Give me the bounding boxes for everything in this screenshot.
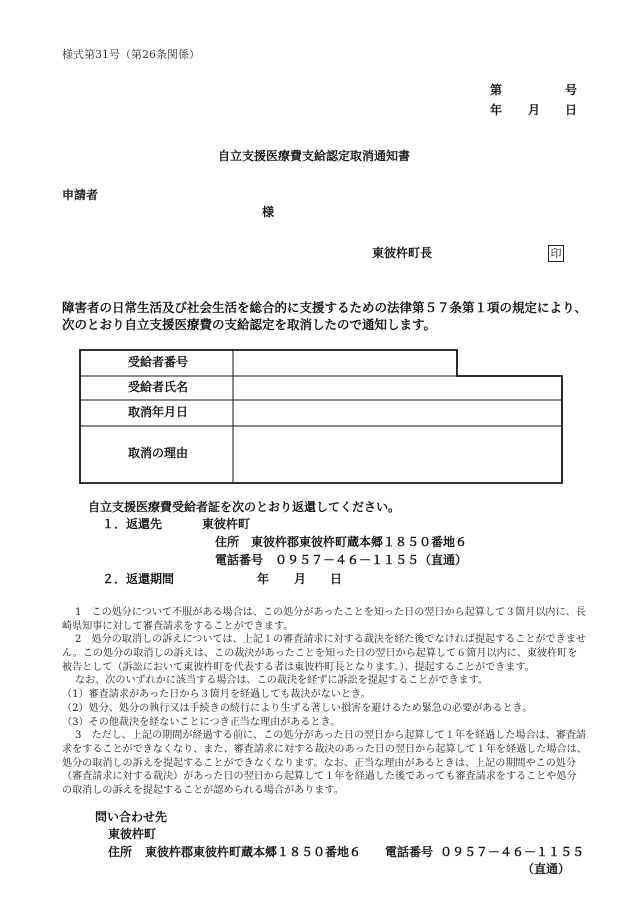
contact-address: 東彼杵郡東彼杵町蔵本郷１８５０番地６ (145, 845, 362, 859)
return-destination-phone: 電話番号 ０９５７－４６－１１５５（直通） (215, 553, 468, 567)
seal-mark: 印 (548, 245, 564, 262)
recipient-number-value (240, 351, 454, 375)
note-line: （1）審査請求があった日から３箇月を経過しても裁決がないとき。 (62, 689, 371, 701)
document-title: 自立支援医療費支給認定取消通知書 (218, 149, 411, 163)
cancellation-reason-value (240, 427, 560, 482)
return-destination-address: 住所 東彼杵郡東彼杵町蔵本郷１８５０番地６ (215, 535, 468, 549)
return-destination-label: １．返還先 (102, 517, 163, 531)
note-line: 処分の取消しの訴えを提起することができなくなります。なお、正当な理由があるときは、上記の期間やこの処分 (62, 757, 576, 769)
recipient-name-value (240, 377, 560, 399)
note-line: ん。この処分の取消しの訴えは、この裁決があったことを知った日の翌日から起算して６箇月以内に、東彼杵町を (62, 648, 578, 660)
note-line: 1 この処分について不服がある場合は、この処分があったことを知った日の翌日から起算して３箇月以内に、長 (75, 607, 586, 618)
issuer-name: 東彼杵町長 (372, 246, 433, 260)
form-id: 様式第31号（第26条関係） (62, 48, 200, 61)
return-period-month: 月 (294, 572, 307, 586)
contact-name: 東彼杵町 (108, 827, 157, 841)
note-line: 崎県知事に対して審査請求をすることができます。 (62, 620, 294, 632)
issue-date-year: 年 (490, 103, 503, 117)
contact-phone: ０９５７－４６－１１５５ (440, 845, 585, 859)
cancellation-date-value (240, 401, 560, 425)
return-notice-heading: 自立支援医療費受給者証を次のとおり返還してください。 (88, 500, 401, 514)
table-label-cancellation-date: 取消年月日 (128, 405, 189, 419)
note-line: の取消しの訴えを提起することが認められる場合があります。 (62, 784, 344, 796)
note-line: 被告として（訴訟において東彼杵町を代表する者は東彼杵町長となります。）、提起することができます。 (62, 661, 535, 673)
contact-phone-note: （直通） (522, 862, 571, 876)
document-number-prefix: 第 (490, 83, 503, 97)
note-line: 3 ただし、上記の期間が経過する前に、この処分があった日の翌日から起算して１年を経過した場合は、審査請 (75, 730, 587, 742)
table-label-cancellation-reason: 取消の理由 (128, 446, 189, 460)
return-destination-name: 東彼杵町 (202, 517, 251, 531)
note-line: 2 処分の取消しの訴えについては、上記１の審査請求に対する裁決を経た後でなければ提起することができませ (75, 634, 586, 646)
table-label-recipient-number: 受給者番号 (128, 355, 189, 369)
contact-heading: 問い合わせ先 (95, 810, 168, 824)
return-period-year: 年 (257, 572, 270, 586)
note-line: （審査請求に対する裁決）があった日の翌日から起算して１年を経過した後であっても審査請求をすることや処分 (62, 771, 577, 783)
contact-phone-label: 電話番号 (385, 845, 434, 859)
table-label-recipient-name: 受給者氏名 (128, 380, 189, 394)
note-line: （2）処分、処分の執行又は手続きの続行により生ずる著しい損害を避けるため緊急の必要があるとき。 (62, 702, 533, 714)
note-line: （3）その他裁決を経ないことにつき正当な理由があるとき。 (62, 716, 341, 728)
contact-address-label: 住所 (108, 845, 133, 859)
return-period-label: ２．返還期間 (102, 572, 175, 586)
applicant-honorific: 様 (262, 205, 275, 219)
issue-date-month: 月 (528, 103, 541, 117)
note-line: 求をすることができなくなり、また、審査請求に対する裁決のあった日の翌日から起算して１年を経過した場合は、 (62, 743, 587, 755)
document-number-suffix: 号 (565, 83, 578, 97)
note-line: なお、次のいずれかに該当する場合は、この裁決を経ずに訴訟を提起することができます。 (75, 675, 489, 687)
body-line-1: 障害者の日常生活及び社会生活を総合的に支援するための法律第５７条第１項の規定により、 (62, 300, 588, 315)
appeal-notes (62, 606, 587, 798)
issue-date-day: 日 (565, 103, 578, 117)
body-line-2: 次のとおり自立支援医療費の支給認定を取消したので通知します。 (62, 317, 437, 332)
return-period-day: 日 (330, 572, 343, 586)
applicant-label: 申請者 (62, 188, 99, 202)
